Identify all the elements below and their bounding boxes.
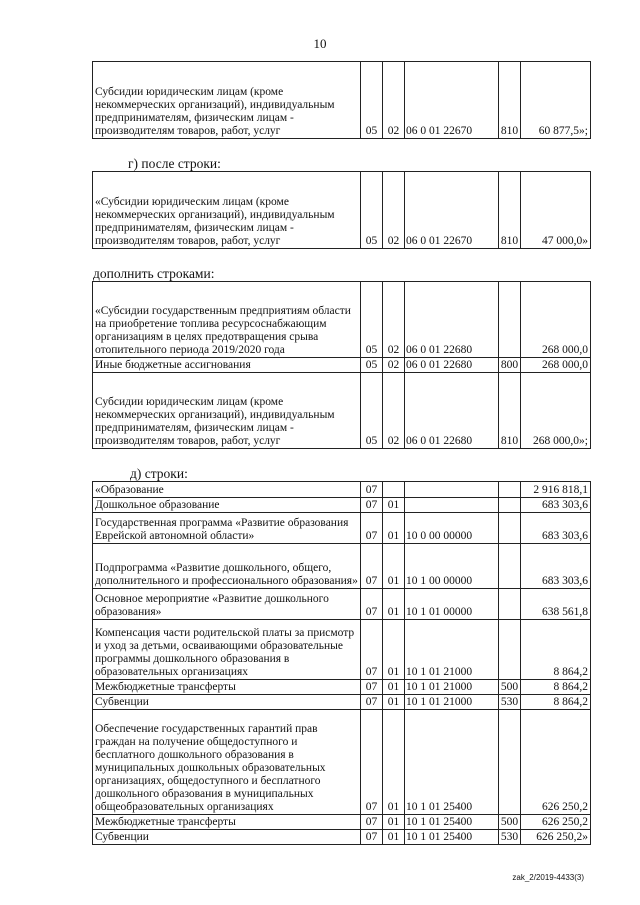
- amount: 683 303,6: [521, 498, 591, 513]
- page-number: 10: [313, 36, 327, 51]
- row-name: Иные бюджетные ассигнования: [93, 358, 361, 373]
- table-row: [93, 830, 591, 845]
- table-row: [93, 482, 591, 498]
- target-article-code: 10 0 00 00000: [405, 513, 499, 544]
- target-article-code: 06 0 01 22680: [405, 358, 499, 373]
- expense-type-code: 810: [499, 172, 521, 249]
- row-name: Субсидии юридическим лицам (кроме некоммерческих организаций), индивидуальным предпринимателям, физическим лицам - производителям товаров, работ, услуг: [93, 373, 361, 449]
- expense-type-code: [499, 710, 521, 815]
- section-code: 07: [361, 710, 383, 815]
- table-row: [93, 680, 591, 695]
- section-code: 07: [361, 680, 383, 695]
- table-row: [93, 282, 591, 358]
- expense-type-code: [499, 513, 521, 544]
- section-code: 05: [361, 373, 383, 449]
- table-row: [93, 373, 591, 449]
- section-add-label: дополнить строками:: [93, 266, 215, 281]
- amount: 626 250,2»: [521, 830, 591, 845]
- subsection-code: 02: [383, 373, 405, 449]
- amount: 47 000,0»: [521, 172, 591, 249]
- expense-type-code: 810: [499, 373, 521, 449]
- expense-type-code: 530: [499, 830, 521, 845]
- target-article-code: 06 0 01 22680: [405, 373, 499, 449]
- section-code: 07: [361, 498, 383, 513]
- subsection-code: 01: [383, 680, 405, 695]
- expense-type-code: [499, 282, 521, 358]
- row-name: Основное мероприятие «Развитие дошкольного образования»: [93, 589, 361, 620]
- subsection-code: [383, 482, 405, 498]
- footer-code: zak_2/2019-4433(3): [512, 873, 584, 882]
- row-name: Обеспечение государственных гарантий прав граждан на получение общедоступного и бесплатного дошкольного образования в муниципальных дошкольных образовательных организациях, общедоступного и бесплатного дошкольного образования в муниципальных общеобразовательных организациях: [93, 710, 361, 815]
- amount: 8 864,2: [521, 620, 591, 680]
- row-name: Межбюджетные трансферты: [93, 815, 361, 830]
- table-row: [93, 620, 591, 680]
- section-d-label: д) строки:: [130, 466, 188, 481]
- section-code: 07: [361, 695, 383, 710]
- subsection-code: 01: [383, 815, 405, 830]
- row-name: Субвенции: [93, 695, 361, 710]
- table-row: [93, 498, 591, 513]
- row-name: «Образование: [93, 482, 361, 498]
- target-article-code: 10 1 01 21000: [405, 695, 499, 710]
- expense-type-code: [499, 589, 521, 620]
- expense-type-code: 500: [499, 680, 521, 695]
- section-code: 05: [361, 282, 383, 358]
- target-article-code: [405, 482, 499, 498]
- table-row: [93, 172, 591, 249]
- expense-type-code: [499, 544, 521, 589]
- target-article-code: 10 1 01 21000: [405, 680, 499, 695]
- subsection-code: 01: [383, 513, 405, 544]
- subsection-code: 01: [383, 710, 405, 815]
- table-row: [93, 815, 591, 830]
- subsection-code: 02: [383, 358, 405, 373]
- target-article-code: 06 0 01 22680: [405, 282, 499, 358]
- target-article-code: 06 0 01 22670: [405, 62, 499, 139]
- section-code: 07: [361, 482, 383, 498]
- row-name: Субвенции: [93, 830, 361, 845]
- subsection-code: 01: [383, 544, 405, 589]
- subsection-code: 02: [383, 62, 405, 139]
- target-article-code: 10 1 00 00000: [405, 544, 499, 589]
- target-article-code: 10 1 01 21000: [405, 620, 499, 680]
- section-code: 07: [361, 589, 383, 620]
- budget-table-section-d: [92, 481, 591, 845]
- section-code: 07: [361, 815, 383, 830]
- section-code: 07: [361, 513, 383, 544]
- expense-type-code: [499, 482, 521, 498]
- section-code: 05: [361, 172, 383, 249]
- amount: 683 303,6: [521, 513, 591, 544]
- subsection-code: 01: [383, 498, 405, 513]
- expense-type-code: [499, 620, 521, 680]
- row-name: «Субсидии государственным предприятиям области на приобретение топлива ресурсоснабжающим организациям в целях предотвращения срыва отопительного периода 2019/2020 года: [93, 282, 361, 358]
- amount: 268 000,0»;: [521, 373, 591, 449]
- row-name: Межбюджетные трансферты: [93, 680, 361, 695]
- budget-table-block1: [92, 61, 591, 139]
- section-code: 07: [361, 620, 383, 680]
- target-article-code: 10 1 01 00000: [405, 589, 499, 620]
- amount: 8 864,2: [521, 695, 591, 710]
- target-article-code: 10 1 01 25400: [405, 830, 499, 845]
- amount: 2 916 818,1: [521, 482, 591, 498]
- amount: 683 303,6: [521, 544, 591, 589]
- table-row: [93, 710, 591, 815]
- amount: 60 877,5»;: [521, 62, 591, 139]
- table-row: [93, 513, 591, 544]
- budget-table-section-add: [92, 281, 591, 449]
- subsection-code: 01: [383, 589, 405, 620]
- section-code: 05: [361, 62, 383, 139]
- expense-type-code: 810: [499, 62, 521, 139]
- expense-type-code: [499, 498, 521, 513]
- subsection-code: 01: [383, 830, 405, 845]
- amount: 8 864,2: [521, 680, 591, 695]
- row-name: Компенсация части родительской платы за присмотр и уход за детьми, осваивающими образовательные программы дошкольного образования в образовательных организациях: [93, 620, 361, 680]
- amount: 268 000,0: [521, 358, 591, 373]
- row-name: «Субсидии юридическим лицам (кроме некоммерческих организаций), индивидуальным предпринимателям, физическим лицам - производителям товаров, работ, услуг: [93, 172, 361, 249]
- expense-type-code: 800: [499, 358, 521, 373]
- amount: 626 250,2: [521, 815, 591, 830]
- table-row: [93, 544, 591, 589]
- amount: 626 250,2: [521, 710, 591, 815]
- amount: 268 000,0: [521, 282, 591, 358]
- target-article-code: 10 1 01 25400: [405, 815, 499, 830]
- subsection-code: 02: [383, 172, 405, 249]
- table-row: [93, 62, 591, 139]
- subsection-code: 02: [383, 282, 405, 358]
- subsection-code: 01: [383, 695, 405, 710]
- subsection-code: 01: [383, 620, 405, 680]
- expense-type-code: 500: [499, 815, 521, 830]
- row-name: Государственная программа «Развитие образования Еврейской автономной области»: [93, 513, 361, 544]
- table-row: [93, 589, 591, 620]
- section-code: 07: [361, 544, 383, 589]
- expense-type-code: 530: [499, 695, 521, 710]
- target-article-code: 06 0 01 22670: [405, 172, 499, 249]
- target-article-code: [405, 498, 499, 513]
- table-row: [93, 358, 591, 373]
- target-article-code: 10 1 01 25400: [405, 710, 499, 815]
- budget-table-section-g: [92, 171, 591, 249]
- section-g-label: г) после строки:: [128, 156, 221, 171]
- row-name: Подпрограмма «Развитие дошкольного, общего, дополнительного и профессионального образования»: [93, 544, 361, 589]
- row-name: Субсидии юридическим лицам (кроме некоммерческих организаций), индивидуальным предпринимателям, физическим лицам - производителям товаров, работ, услуг: [93, 62, 361, 139]
- row-name: Дошкольное образование: [93, 498, 361, 513]
- section-code: 07: [361, 830, 383, 845]
- section-code: 05: [361, 358, 383, 373]
- table-row: [93, 695, 591, 710]
- amount: 638 561,8: [521, 589, 591, 620]
